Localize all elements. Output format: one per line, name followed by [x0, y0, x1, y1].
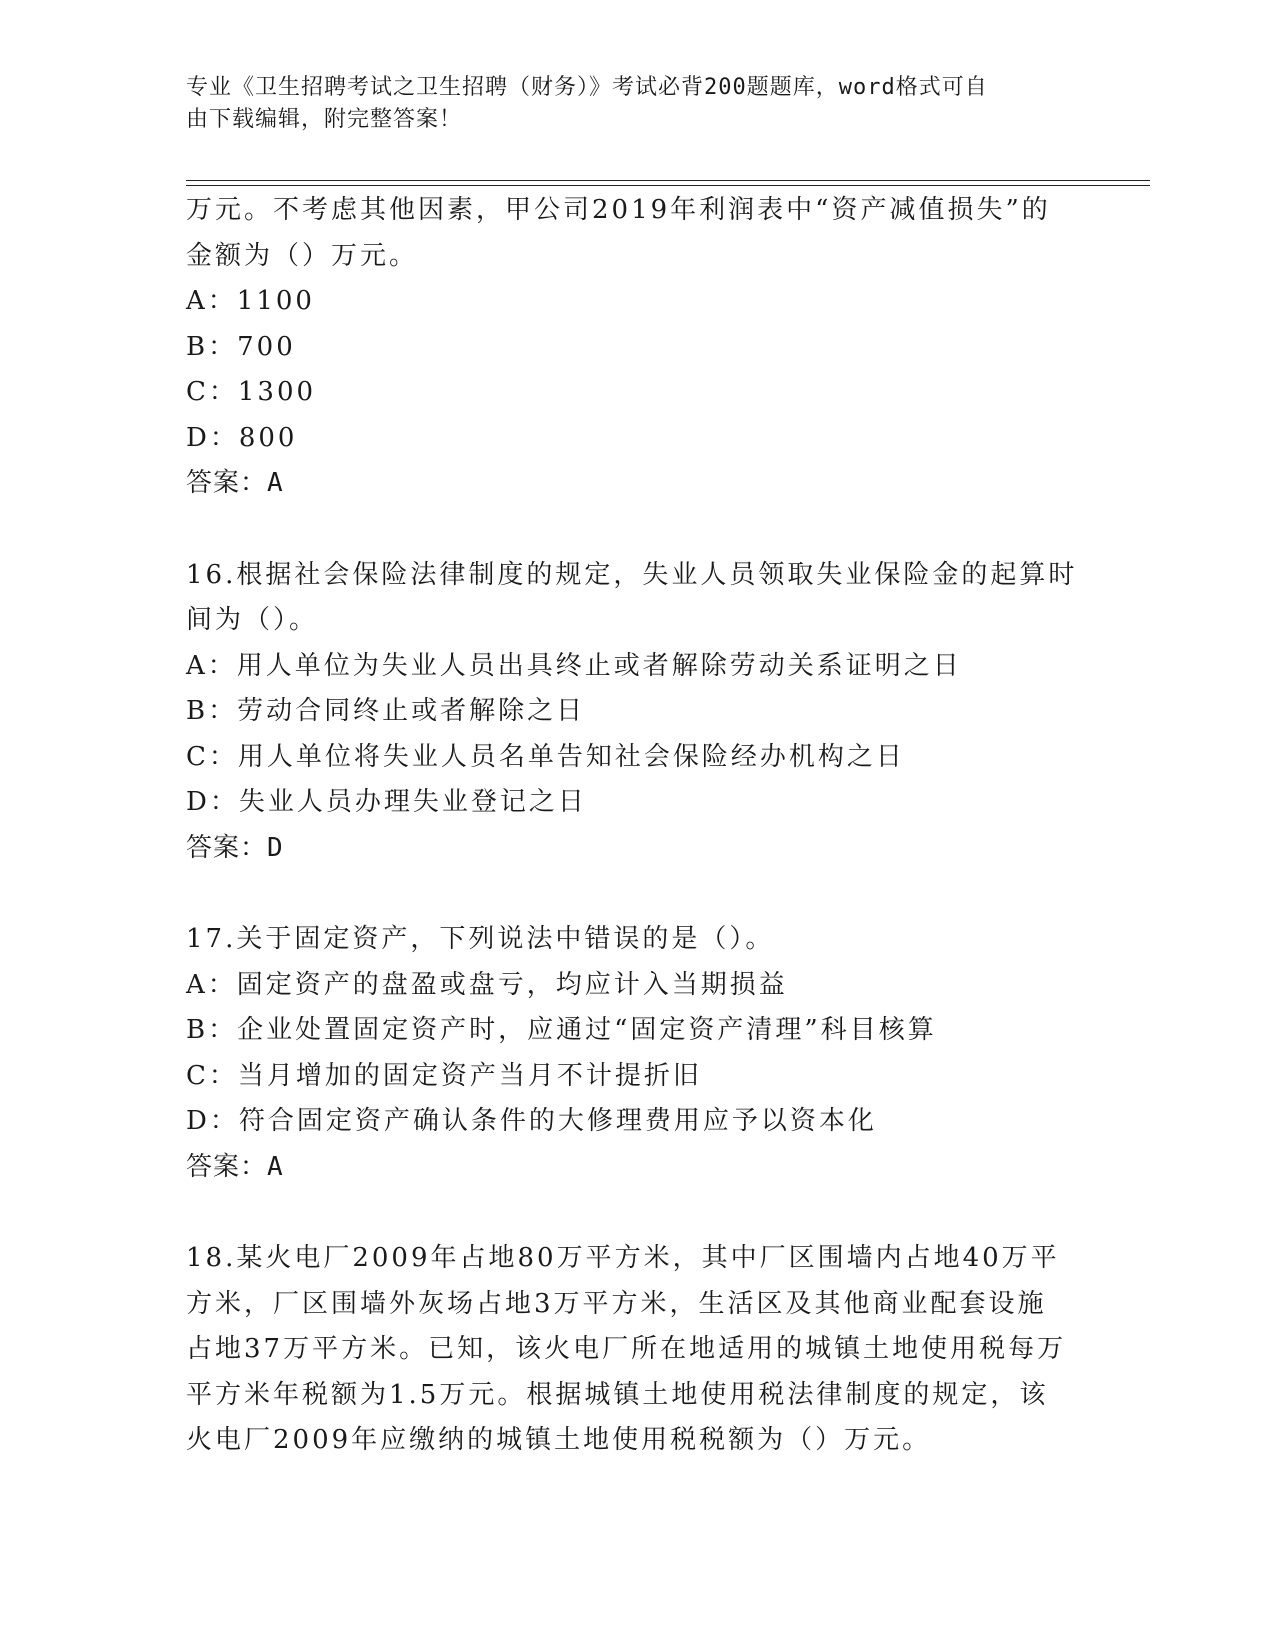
question-body	[186, 188, 1086, 1464]
answer-line: 答案：A	[186, 1151, 284, 1182]
option-c: C：1300	[186, 377, 317, 407]
question-stem-line: 金额为（）万元。	[186, 240, 419, 271]
question-stem-line: 17.关于固定资产，下列说法中错误的是（）。	[186, 924, 775, 954]
question-stem-line: 方米，厂区围墙外灰场占地3万平方米，生活区及其他商业配套设施	[186, 1288, 1047, 1319]
question-18	[186, 1236, 1086, 1464]
option-a: A：用人单位为失业人员出具终止或者解除劳动关系证明之日	[186, 650, 962, 681]
question-stem-line: 万元。不考虑其他因素，甲公司2019年利润表中“资产减值损失”的	[186, 195, 1051, 225]
question-17	[186, 917, 1086, 1190]
option-b: B：700	[186, 331, 296, 362]
option-c: C：当月增加的固定资产当月不计提折旧	[186, 1060, 702, 1091]
header-line-2: 由下载编辑，附完整答案！	[186, 107, 463, 132]
question-16	[186, 553, 1086, 872]
option-d: D：800	[186, 422, 298, 453]
option-d: D：符合固定资产确认条件的大修理费用应予以资本化	[186, 1106, 877, 1136]
header-divider-top	[186, 180, 1150, 181]
answer-line: 答案：A	[186, 468, 284, 498]
answer-line: 答案：D	[186, 832, 284, 863]
question-15	[186, 188, 1086, 507]
question-stem-line: 18.某火电厂2009年占地80万平方米，其中厂区围墙内占地40万平	[186, 1243, 1060, 1273]
question-stem-line: 间为（）。	[186, 605, 319, 635]
spacer	[186, 507, 1086, 553]
question-stem-line: 火电厂2009年应缴纳的城镇土地使用税税额为（）万元。	[186, 1425, 932, 1455]
header-line-1: 专业《卫生招聘考试之卫生招聘（财务）》考试必背200题题库，word格式可自	[186, 75, 988, 100]
option-d: D：失业人员办理失业登记之日	[186, 787, 587, 817]
document-header	[186, 72, 1066, 136]
option-c: C：用人单位将失业人员名单告知社会保险经办机构之日	[186, 741, 905, 772]
spacer	[186, 1190, 1086, 1236]
question-stem-line: 占地37万平方米。已知，该火电厂所在地适用的城镇土地使用税每万	[186, 1334, 1067, 1364]
option-b: B：劳动合同终止或者解除之日	[186, 696, 586, 726]
question-stem-line: 16.根据社会保险法律制度的规定，失业人员领取失业保险金的起算时	[186, 559, 1078, 590]
option-b: B：企业处置固定资产时，应通过“固定资产清理”科目核算	[186, 1015, 937, 1045]
spacer	[186, 871, 1086, 917]
option-a: A：固定资产的盘盈或盘亏，均应计入当期损益	[186, 969, 788, 1000]
question-stem-line: 平方米年税额为1.5万元。根据城镇土地使用税法律制度的规定，该	[186, 1379, 1049, 1410]
option-a: A：1100	[186, 286, 315, 316]
header-divider-bottom	[186, 185, 1150, 186]
